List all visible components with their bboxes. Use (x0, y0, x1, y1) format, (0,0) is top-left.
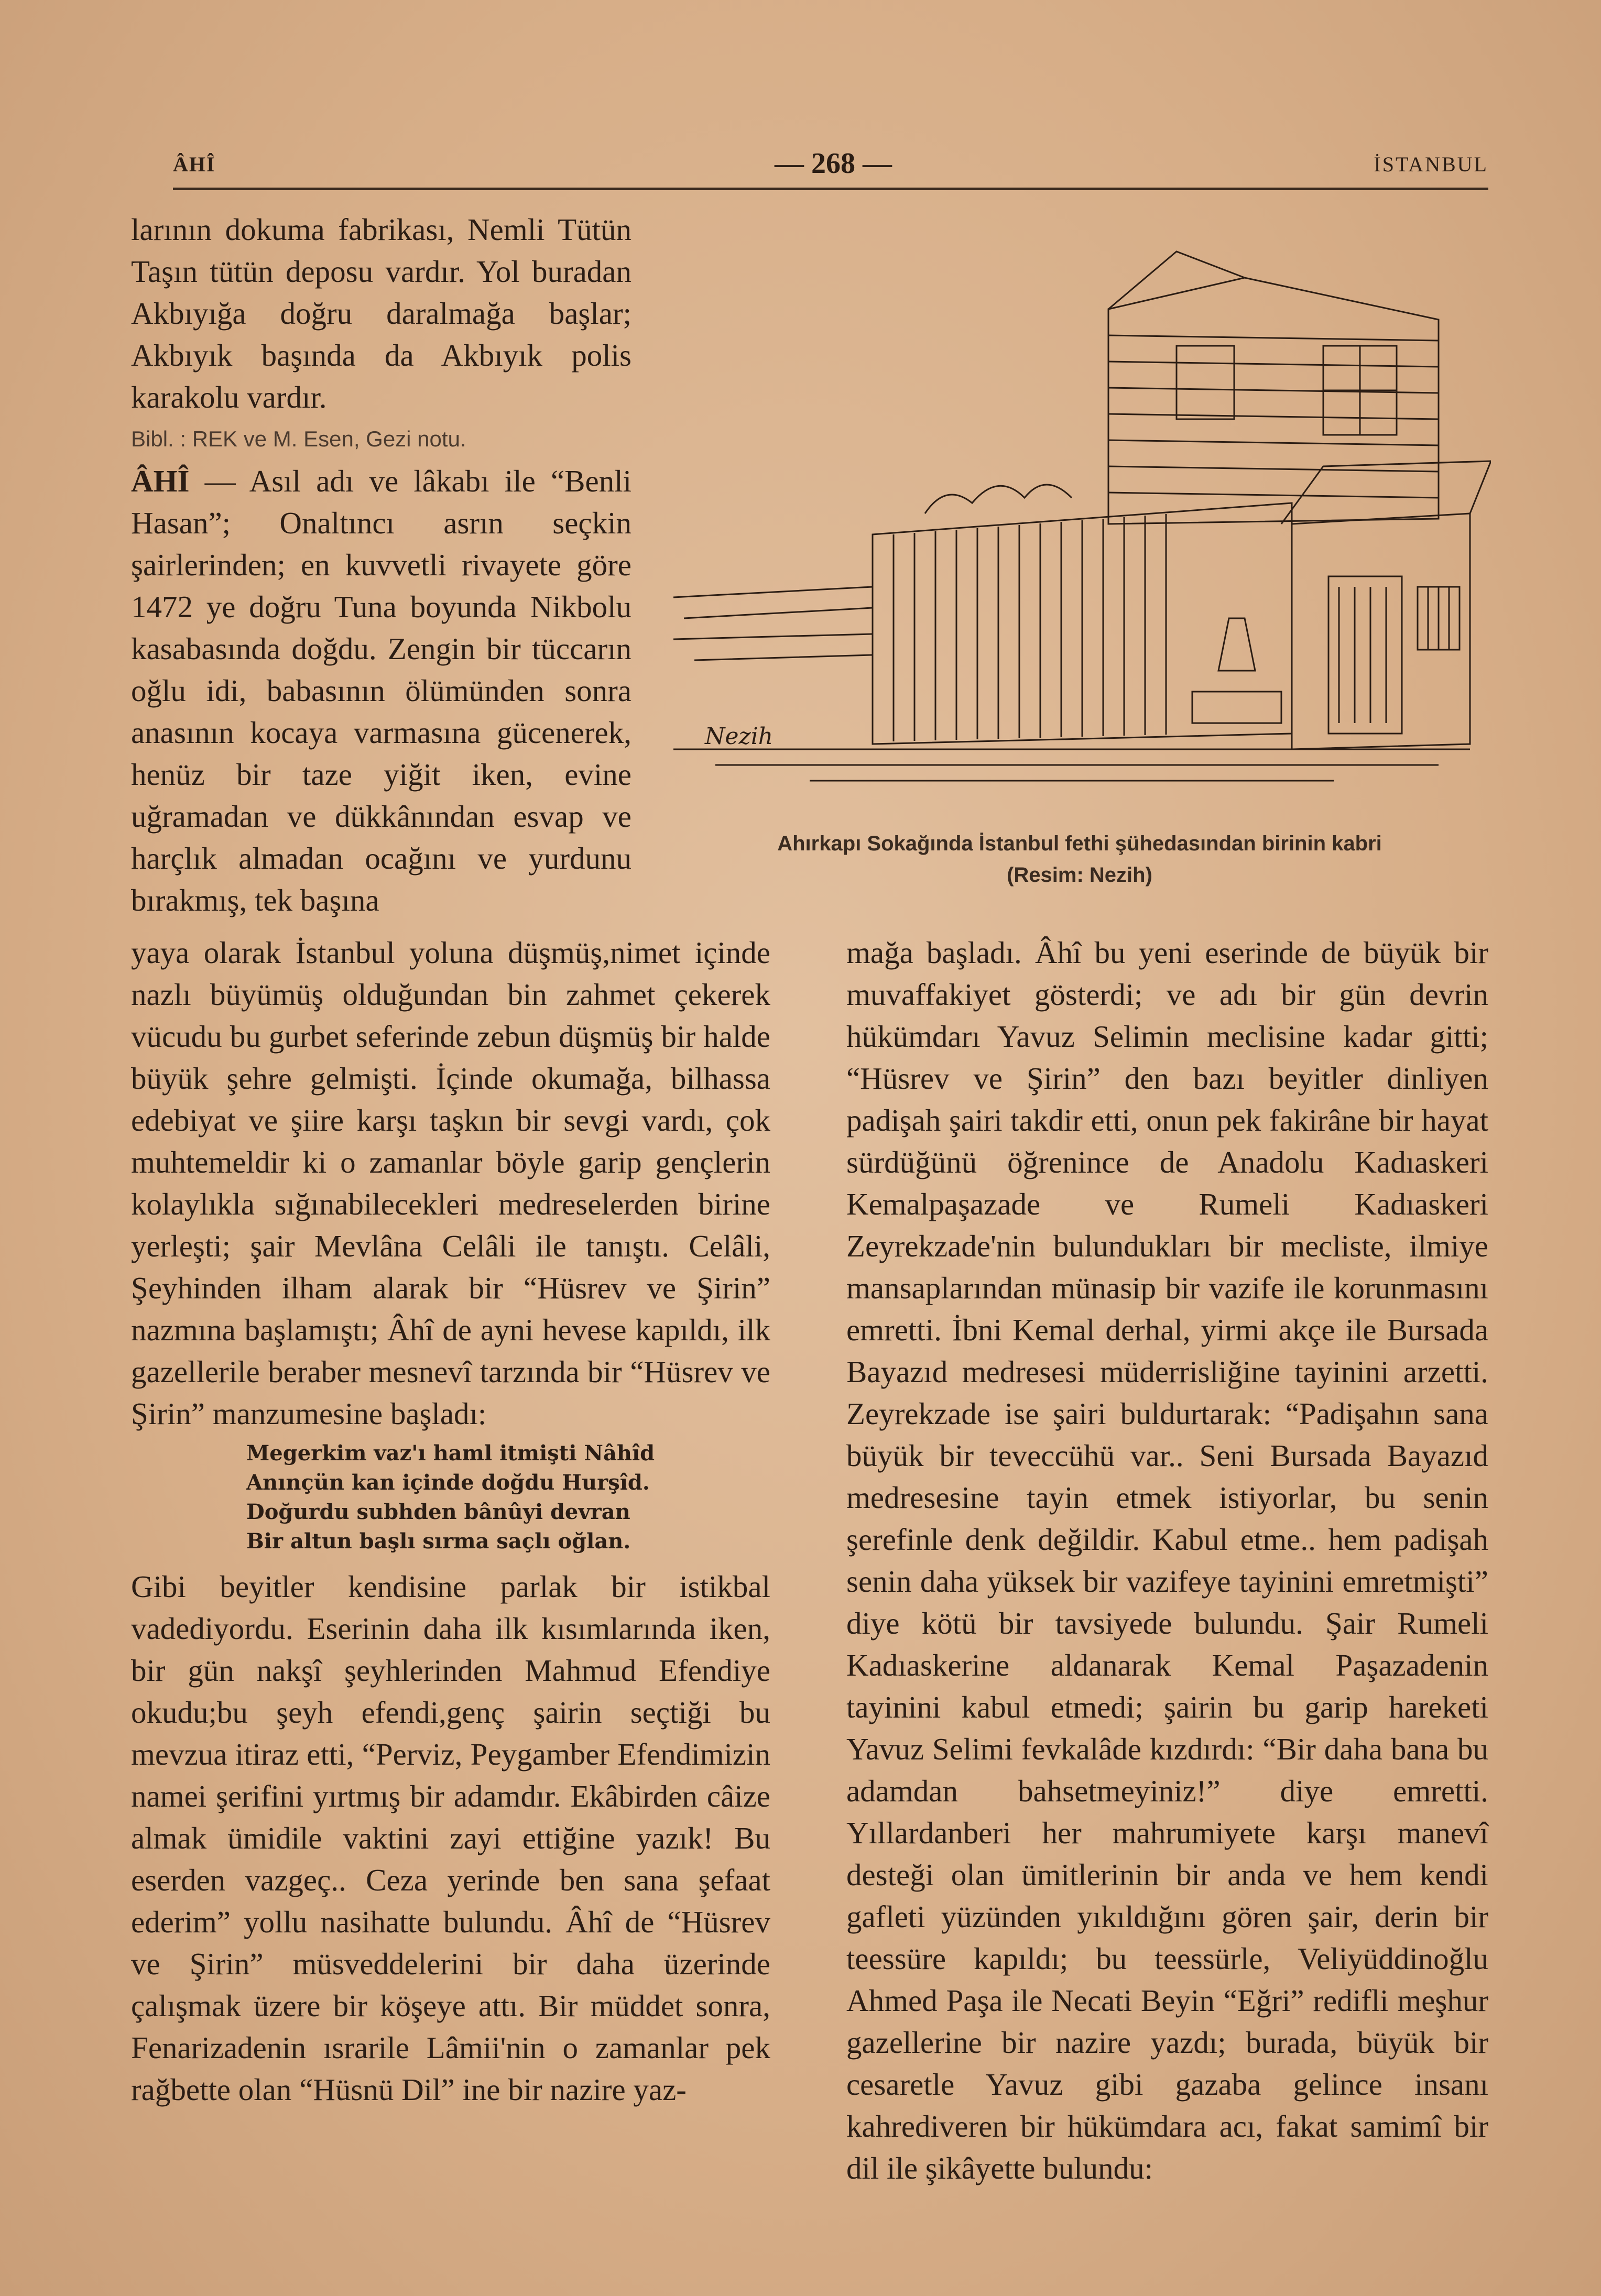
page-header (173, 147, 1488, 189)
caption-credit: (Resim: Nezih) (1007, 863, 1152, 887)
paragraph: yaya olarak İstanbul yoluna düşmüş,nimet içinde nazlı büyümüş olduğundan bin zahmet çekerek vücudu bu gurbet seferinde zebun düşmüş bir halde büyük şehre gelmişti. İçinde okumağa, bilhassa edebiyat ve şiire karşı taşkın bir sevgi vardı, çok muhtemeldir ki o zamanlar böyle garip gençlerin kolaylıkla sığınabilecekleri medreselerden birine yerleşti; şair Mevlâna Celâli ile tanıştı. Celâli, Şeyhinden ilham alarak bir “Hüsrev ve Şirin” nazmına başlamıştı; Âhî de ayni hevese kapıldı, ilk gazellerile beraber mesnevî tarzında bir “Hüsrev ve Şirin” manzumesine başladı: (131, 935, 770, 1431)
illustration-wooden-house (652, 220, 1491, 817)
entry-text: — Asıl adı ve lâkabı ile “Benli Hasan”; Onaltıncı asrın seçkin şairlerinden; en kuvvetli rivayete göre 1472 ye doğru Tuna boyunda Nikbolu kasabasında doğdu. Zengin bir tüccarın oğlu idi, babasının ölümünden sonra anasının kocaya varmasına gücenerek, henüz bir taze yiğit iken, evine uğramadan ve dükkânından esvap ve harçlık almadan ocağını ve yurdunu bırakmış, tek başına (131, 464, 631, 917)
paragraph: mağa başladı. Âhî bu yeni eserinde de büyük bir muvaffakiyet gösterdi; ve adı bir gün devrin hükümdarı Yavuz Selimin meclisine kadar gitti; “Hüsrev ve Şirin” den bazı beyitler dinliyen padişah şairi takdir etti, onun pek fakirâne bir hayat sürdüğünü öğrenince de Anadolu Kadıaskeri Kemalpaşazade ve Rumeli Kadıaskeri Zeyrekzade'nin bulundukları bir mecliste, ilmiye mansaplarından münasip bir vazife ile korunmasını emretti. İbni Kemal derhal, yirmi akçe ile Bursada Bayazıd medresesi müderrisliğine tayinini arzetti. Zeyrekzade ise şairi buldurtarak: “Padişahın sana büyük bir teveccühü var.. Seni Bursada Bayazıd medresesine tayin etmek istiyorlar, bu senin şerefinle denk değildir. Kabul etme.. hem padişah senin daha yüksek bir vazifeye tayinini emretmişti” diye kötü bir tavsiyede bulundu. Şair Rumeli Kadıaskerine aldanarak Kemal Paşazadenin tayinini kabul etmedi; şairin bu garip hareketi Yavuz Selimi fevkalâde kızdırdı: “Bir daha bana bu adamdan bahsetmeyiniz!” diye emretti. Yıllardanberi her mahrumiyete karşı manevî desteği olan ümitlerinin bir anda ve hem kendi gafleti yüzünden yıkıldığını gören şair, derin bir teessüre kapıldı; bu teessürle, Veliyüddinoğlu Ahmed Paşa ile Necati Beyin “Eğri” redifli meşhur gazellerine bir nazire yazdı; burada, büyük bir cesaretle Yavuz gibi gazaba gelince insanı kahrediveren bir hükümdara acı, fakat samimî bir dil ile şikâyette bulundu: (846, 935, 1488, 2185)
running-head-right: İSTANBUL (1374, 152, 1488, 176)
paragraph: Gibi beyitler kendisine parlak bir istikbal vadediyordu. Eserinin daha ilk kısımlarında iken, bir gün nakşî şeyhlerinden Mahmud Efendiye okudu;bu şeyh efendi,genç şairin seçtiği bu mevzua itiraz etti, “Perviz, Peygamber Efendimizin namei şerifini yırtmış bir adamdır. Ekâbirden câize almak ümidile vaktini zayi ettiğine yazık! Bu eserden vazgeç.. Ceza yerinde ben sana şefaat ederim” yollu nasihatte bulundu. Âhî de “Hüsrev ve Şirin” müsveddelerini bir daha üzerinde çalışmak üzere bir köşeye attı. Bir müddet sonra, Fenarizadenin ısrarile Lâmii'nin o zamanlar pek rağbette olan “Hüsnü Dil” ine bir nazire yaz- (131, 1569, 770, 2107)
entry-paragraph (131, 460, 631, 921)
verse-block (131, 1439, 770, 1556)
paragraph: larının dokuma fabrikası, Nemli Tütün Taşın tütün deposu vardır. Yol buradan Akbıyığa doğru daralmağa başlar; Akbıyık başında da Akbıyık polis karakolu vardır. (131, 212, 631, 414)
bibliography-note: Bibl. : REK ve M. Esen, Gezi notu. (131, 427, 466, 451)
right-column (846, 932, 1488, 2189)
house-drawing (652, 220, 1491, 817)
entry-headword: ÂHÎ (131, 464, 190, 498)
verse-line: Anınçün kan içinde doğdu Hurşîd. (246, 1470, 650, 1495)
top-left-column (131, 209, 631, 921)
verse-line: Bir altun başlı sırma saçlı oğlan. (246, 1529, 631, 1554)
caption-line: Ahırkapı Sokağında İstanbul fethi şühedasından birinin kabri (777, 832, 1382, 855)
running-head-left: ÂHÎ (173, 152, 216, 176)
left-column (131, 932, 770, 2111)
figure-caption (681, 828, 1478, 891)
artist-signature: Nezih (705, 723, 774, 750)
verse-line: Doğurdu subhden bânûyi devran (246, 1500, 630, 1524)
page-number: — 268 — (775, 147, 892, 180)
verse-line: Megerkim vaz'ı haml itmişti Nâhîd (246, 1441, 655, 1466)
header-rule (173, 188, 1488, 190)
